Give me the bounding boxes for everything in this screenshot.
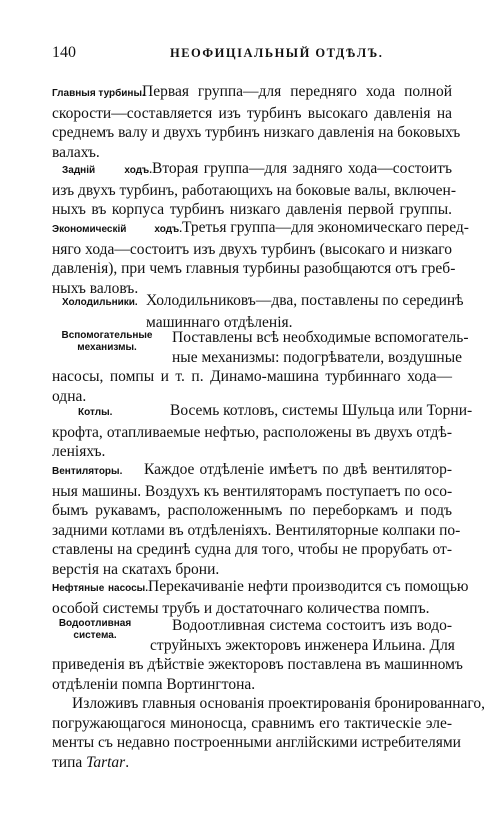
text-line: Нефтяные насосы.Перекачиваніе нефти производится съ помощью (52, 577, 452, 599)
text-line: машиннаго отдѣленія. (146, 313, 293, 331)
section-oil-pumps (52, 577, 469, 618)
text-line: отдѣленіи помпа Вортингтона. (52, 675, 256, 693)
margin-label: Холодильники. (62, 297, 138, 308)
text-line: типа Tartar. (52, 753, 130, 771)
text-line: Водоотливная система состоитъ изъ водо- (172, 617, 452, 634)
closing-paragraph (52, 694, 486, 772)
section-boilers (52, 401, 473, 462)
margin-label: Котлы. (78, 407, 113, 418)
margin-label: Водоотливная система. (58, 618, 132, 641)
text-line: Главныя турбины.Первая группа—для передняго хода полной (52, 82, 452, 104)
text-line: менты съ недавно построенными англійскими истребителями (52, 734, 461, 751)
text-line: Задній ходъ.Вторая группа—для задняго хода—состоитъ (52, 159, 452, 181)
ship-name: Tartar (86, 753, 126, 771)
margin-label: Задній ходъ. (62, 165, 152, 176)
text-line: насосы, помпы и т. п. Динамо-машина турбиннаго хода— (52, 368, 452, 385)
text-line: приведенія въ дѣйствіе эжекторовъ поставлена въ машинномъ (52, 656, 463, 673)
text-line: валахъ. (52, 143, 100, 161)
margin-label: Вентиляторы. (52, 466, 123, 477)
text-line: Экономическій ходъ.Третья группа—для экономическаго перед- (52, 218, 452, 240)
section-condensers (52, 291, 464, 332)
section-reverse (52, 159, 456, 220)
section-ventilators (52, 460, 461, 579)
section-drainage (52, 616, 463, 694)
text-line: струйныхъ эжекторовъ инженера Ильина. Для (150, 636, 455, 654)
text-line: ныхъ въ корпуса турбинъ низкаго давленія первой группы. (52, 201, 452, 218)
text-line: среднемъ валу и двухъ турбинъ низкаго давленія на боковыхъ (52, 124, 461, 141)
margin-label: Вспомогательные механизмы. (61, 330, 153, 353)
text-line: Холодильники. Холодильниковъ—два, поставлены по серединѣ (52, 291, 452, 313)
text-line: Котлы. Восемь котловъ, системы Шульца или Торни- (52, 401, 452, 423)
text-line: ставлены на срединѣ судна для того, чтобы не прорубать от- (52, 541, 452, 558)
margin-label: Главныя турбины. (52, 88, 145, 99)
running-title: НЕОФИЦІАЛЬНЫЙ ОТДѢЛЪ. (170, 46, 384, 60)
text-line: Изложивъ главныя основанія проектированія бронированнаго, (72, 695, 486, 712)
text-line: Вентиляторы. Каждое отдѣленіе имѣетъ по двѣ вентилятор- (52, 460, 452, 482)
text-line: погружающагося миноносца, сравнимъ его тактическіе эле- (52, 714, 452, 732)
text-line: изъ двухъ турбинъ, работающихъ на боковые валы, включен- (52, 181, 456, 199)
text-line: давленія), при чемъ главныя турбины разобщаются отъ греб- (52, 260, 456, 277)
text-line: одна. (52, 387, 87, 405)
text-line: бымъ рукавамъ, расположеннымъ по переборкамъ и подъ (52, 502, 452, 519)
section-main-turbines (52, 82, 461, 162)
text-line: леніяхъ. (52, 443, 106, 460)
text-line: ныя машины. Воздухъ къ вентиляторамъ поступаетъ по осо- (52, 482, 453, 500)
text-line: задними котлами въ отдѣленіяхъ. Вентиляторные колпаки по- (52, 521, 461, 539)
text-line: скорости—составляется изъ турбинъ высокаго давленія на (52, 104, 452, 122)
text-line: няго хода—состоитъ изъ двухъ турбинъ (высокаго и низкаго (52, 240, 452, 258)
margin-label: Нефтяные насосы. (52, 583, 148, 594)
page-number: 140 (52, 44, 76, 61)
margin-label: Экономическій ходъ. (52, 224, 182, 235)
text-line: Поставлены всѣ необходимые вспомогатель- (172, 329, 469, 346)
text-line: крофта, отапливаемые нефтью, расположены въ двухъ отдѣ- (52, 423, 452, 441)
section-auxiliary (52, 328, 469, 406)
text-line: ные механизмы: подогрѣватели, воздушные (172, 348, 463, 366)
section-economical (52, 218, 469, 298)
text-line: ныхъ валовъ. (52, 279, 139, 297)
text-line: особой системы трубъ и достаточнаго количества помпъ. (52, 599, 430, 617)
text-line: верстія на скатахъ брони. (52, 560, 220, 578)
